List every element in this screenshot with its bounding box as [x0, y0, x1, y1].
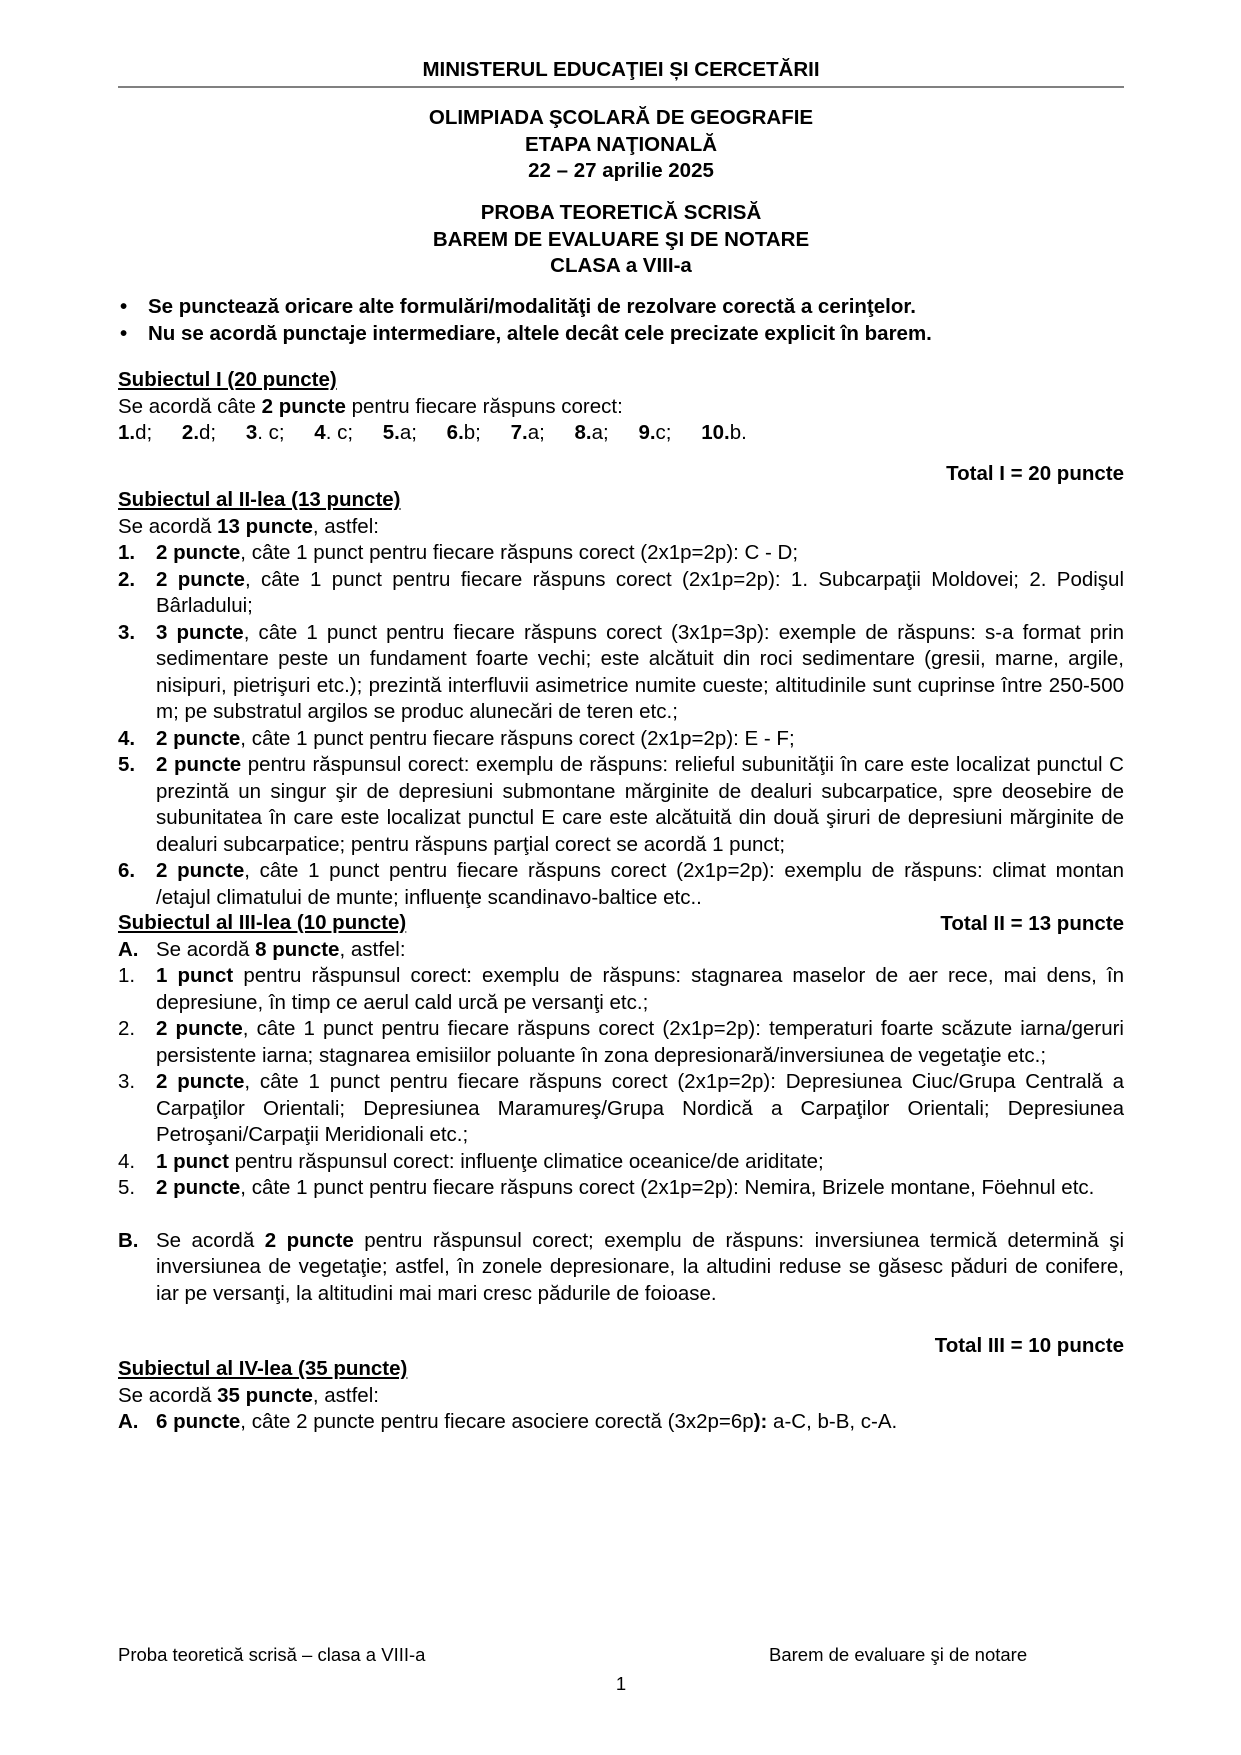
subject-2-intro: Se acordă 13 puncte, astfel:	[118, 514, 379, 538]
subject-1-heading: Subiectul I (20 puncte)	[118, 368, 337, 391]
ministry-header: MINISTERUL EDUCAŢIEI ȘI CERCETĂRII	[422, 58, 820, 81]
header-divider	[118, 86, 1124, 88]
list-item: 5. 2 puncte, câte 1 punct pentru fiecare răspuns corect (2x1p=2p): Nemira, Brizele montane, Föehnul etc.	[118, 1176, 1095, 1199]
list-item: 2. 2 puncte, câte 1 punct pentru fiecare răspuns corect (2x1p=2p): 1. Subcarpaţii Moldovei; 2. Podişul Bârladului;	[118, 567, 1124, 617]
list-item: 4. 2 puncte, câte 1 punct pentru fiecare răspuns corect (2x1p=2p): E - F;	[118, 726, 795, 750]
subject-1-intro: Se acordă câte 2 puncte pentru fiecare răspuns corect:	[118, 394, 623, 418]
title-line-3: 22 – 27 aprilie 2025	[528, 159, 714, 182]
subject-4	[118, 1356, 1124, 1436]
note-item: • Se punctează oricare alte formulări/modalităţi de rezolvare corectă a cerinţelor.	[118, 294, 1124, 321]
subject-2-total: Total II = 13 puncte	[940, 912, 1124, 935]
part-a-intro: A. Se acordă 8 puncte, astfel:	[118, 937, 406, 961]
subject-1-total: Total I = 20 puncte	[946, 462, 1124, 485]
part-b-item: B. Se acordă 2 puncte pentru răspunsul corect; exemplu de răspuns: inversiunea termică determină şi inversiunea de vegetaţie; astfel, în zonele depresionare, la altudini reduse se găsesc păduri de conifere, iar pe versanţi, la altitudini mai mari cresc pădurile de foioase.	[118, 1228, 1125, 1305]
answer-item: 9.c;	[638, 421, 672, 444]
list-item: 6. 2 puncte, câte 1 punct pentru fiecare răspuns corect (2x1p=2p): exemplu de răspuns: climat montan /etajul climatului de munte; influenţe scandinavo-baltice etc..	[118, 859, 1124, 909]
footer-left: Proba teoretică scrisă – clasa a VIII-a	[118, 1644, 426, 1665]
list-item: 3. 2 puncte, câte 1 punct pentru fiecare răspuns corect (2x1p=2p): Depresiunea Ciuc/Grupa Centrală a Carpaţilor Orientali; Depresiunea Maramureş/Grupa Nordică a Carpaţilor Orientali; Depresiunea Petroşani/Carpaţii Meridionali etc.;	[118, 1070, 1125, 1146]
title-line-2: ETAPA NAŢIONALĂ	[524, 132, 718, 156]
subject-2-items	[118, 540, 1124, 911]
answer-item: 7.a;	[510, 421, 545, 444]
list-item: 4. 1 punct pentru răspunsul corect: influenţe climatice oceanice/de ariditate;	[118, 1149, 824, 1173]
subject-1	[118, 367, 1124, 447]
title-line-1: OLIMPIADA ŞCOLARĂ DE GEOGRAFIE	[428, 106, 814, 129]
answer-item: 1.d;	[118, 421, 153, 444]
subject-3-part-b	[118, 1228, 1124, 1308]
title-line-6: CLASA a VIII-a	[550, 254, 692, 277]
list-item: 5. 2 puncte pentru răspunsul corect: exemplu de răspuns: relieful subunităţii în care este localizat punctul C prezintă un singur şir de depresiuni submontane mărginite de dealuri subcarpatice, spre deosebire de subunitatea în care este localizat punctul E care este alcătuită din două şiruri de depresiuni mărginite de dealuri subcarpatice; pentru răspuns parţial corect se acordă 1 punct;	[118, 753, 1124, 856]
subject-4-items	[118, 1409, 1124, 1436]
title-line-4: PROBA TEORETICĂ SCRISĂ	[480, 201, 762, 224]
subject-4-heading: Subiectul al IV-lea (35 puncte)	[118, 1357, 408, 1380]
subject-3	[118, 910, 1124, 1360]
list-item: 3. 3 puncte, câte 1 punct pentru fiecare răspuns corect (3x1p=3p): exemple de răspuns: s-a format prin sedimentare peste un fundament foarte vechi; este alcătuit din roci sedimentare (gresii, marne, argile, nisipuri, pietrişuri etc.); prezintă interfluvii asimetrice numite cueste; altitudinile sunt cuprinse între 250-500 m; pe substratul argilos se produc alunecări de teren etc.;	[118, 620, 1124, 723]
answer-item: 4. c;	[314, 421, 354, 444]
subject-2-heading: Subiectul al II-lea (13 puncte)	[118, 488, 401, 511]
subject-3-heading: Subiectul al III-lea (10 puncte)	[118, 911, 407, 934]
answer-item: 6.b;	[446, 421, 481, 444]
subject-3-part-a	[118, 937, 1124, 1202]
subject-3-total: Total III = 10 puncte	[934, 1334, 1124, 1357]
footer-right: Barem de evaluare şi de notare	[769, 1644, 1028, 1665]
list-item: 2. 2 puncte, câte 1 punct pentru fiecare răspuns corect (2x1p=2p): temperaturi foarte scăzute iarna/geruri persistente iarna; stagnarea emisiilor poluante în zona depresionară/inversiunea de vegetaţie etc.;	[118, 1017, 1124, 1067]
subject-2	[118, 487, 1124, 938]
answer-item: 2.d;	[181, 421, 217, 444]
exam-title	[118, 200, 1124, 280]
list-item: 1. 2 puncte, câte 1 punct pentru fiecare răspuns corect (2x1p=2p): C - D;	[118, 541, 799, 564]
title-line-5: BAREM DE EVALUARE ŞI DE NOTARE	[432, 227, 810, 251]
olympiad-title	[118, 105, 1124, 185]
answer-item: 5.a;	[382, 421, 417, 444]
answer-item: 3. c;	[245, 421, 285, 444]
page-number: 1	[615, 1673, 627, 1694]
list-item: 1. 1 punct pentru răspunsul corect: exemplu de răspuns: stagnarea maselor de aer rece, mai dens, în depresiune, în timp ce aerul cald urcă pe versanţi etc.;	[118, 964, 1124, 1014]
subject-1-answers	[118, 420, 1124, 447]
list-item: A. 6 puncte, câte 2 puncte pentru fiecare asociere corectă (3x2p=6p): a-C, b-B, c-A.	[118, 1410, 898, 1433]
note-item: • Nu se acordă punctaje intermediare, altele decât cele precizate explicit în barem.	[118, 321, 1124, 348]
answer-item: 8.a;	[574, 421, 609, 444]
general-notes	[118, 294, 1124, 347]
subject-4-intro: Se acordă 35 puncte, astfel:	[118, 1383, 379, 1407]
answer-item: 10.b.	[701, 421, 747, 444]
